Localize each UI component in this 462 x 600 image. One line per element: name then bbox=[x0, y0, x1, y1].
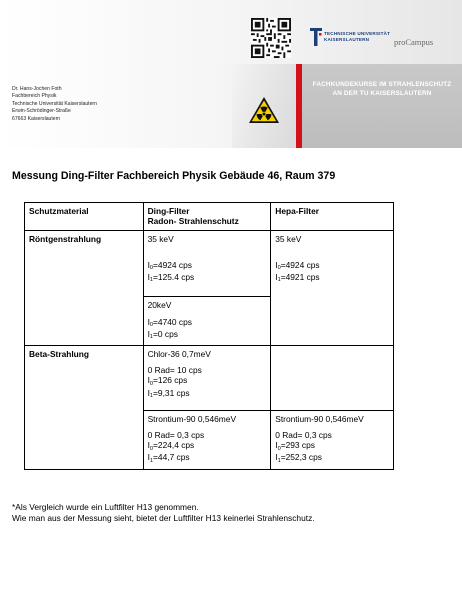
header-ding-filter: Ding-Filter Radon- Strahlenschutz bbox=[143, 203, 271, 231]
cell-ding-roentgen-20kev: 20keV I0=4740 cps I1=0 cps bbox=[143, 297, 271, 346]
course-banner bbox=[296, 64, 462, 148]
cell-ding-roentgen-35kev: 35 keV I0=4924 cps I1=125.4 cps bbox=[143, 231, 271, 297]
course-line-1: FACHKUNDEKURSE IM STRAHLENSCHUTZ bbox=[312, 81, 452, 88]
address-line: Fachbereich Physik bbox=[12, 93, 57, 100]
cell-hepa-beta-chlor36-empty bbox=[271, 346, 394, 411]
procampus-logo: proCampus bbox=[394, 37, 434, 47]
footnote bbox=[12, 502, 315, 524]
sender-address bbox=[12, 86, 97, 123]
cell-ding-beta-chlor36: Chlor-36 0,7meV 0 Rad= 10 cps I0=126 cps I1=9,31 cps bbox=[143, 346, 271, 411]
measurement-table bbox=[24, 202, 394, 470]
course-title bbox=[302, 80, 462, 98]
footnote-line-1: *Als Vergleich wurde ein Luftfilter H13 genommen. bbox=[12, 502, 199, 512]
course-line-2: AN DER TU KAISERSLAUTERN bbox=[332, 90, 432, 97]
address-line: Erwin-Schrödinger-Straße bbox=[12, 108, 71, 115]
cell-ding-beta-strontium90: Strontium-90 0,546meV 0 Rad= 0,3 cps I0=224,4 cps I1=44,7 cps bbox=[143, 410, 271, 469]
tu-kaiserslautern-logo bbox=[310, 28, 391, 46]
table-row bbox=[25, 346, 394, 411]
row-label-beta: Beta-Strahlung bbox=[25, 346, 144, 470]
logo-tu-line-1: TECHNISCHE UNIVERSITÄT bbox=[324, 31, 391, 36]
header-hepa-filter: Hepa-Filter bbox=[271, 203, 394, 231]
qr-code-icon bbox=[251, 18, 291, 58]
cell-hepa-beta-strontium90: Strontium-90 0,546meV 0 Rad= 0,3 cps I0=293 cps I1=252,3 cps bbox=[271, 410, 394, 469]
logo-tu-line-2: KAISERSLAUTERN bbox=[324, 36, 370, 42]
row-label-roentgen: Röntgenstrahlung bbox=[25, 231, 144, 346]
address-line: Technische Universität Kaiserslautern bbox=[12, 100, 97, 107]
table-header-row bbox=[25, 203, 394, 231]
footnote-line-2: Wie man aus der Messung sieht, bietet der Luftfilter H13 keinerlei Strahlenschutz. bbox=[12, 513, 315, 523]
tu-logo-icon bbox=[310, 28, 322, 46]
cell-hepa-roentgen-35kev: 35 keV I0=4924 cps I1=4921 cps bbox=[271, 231, 394, 346]
address-line: 67663 Kaiserslautern bbox=[12, 115, 61, 122]
address-line: Dr. Hans-Jochen Foth bbox=[12, 86, 62, 92]
letterhead-banner bbox=[0, 0, 462, 148]
radiation-warning-icon bbox=[248, 96, 280, 124]
header-material: Schutzmaterial bbox=[25, 203, 144, 231]
table-row bbox=[25, 231, 394, 297]
document-title: Messung Ding-Filter Fachbereich Physik Gebäude 46, Raum 379 bbox=[12, 170, 336, 182]
